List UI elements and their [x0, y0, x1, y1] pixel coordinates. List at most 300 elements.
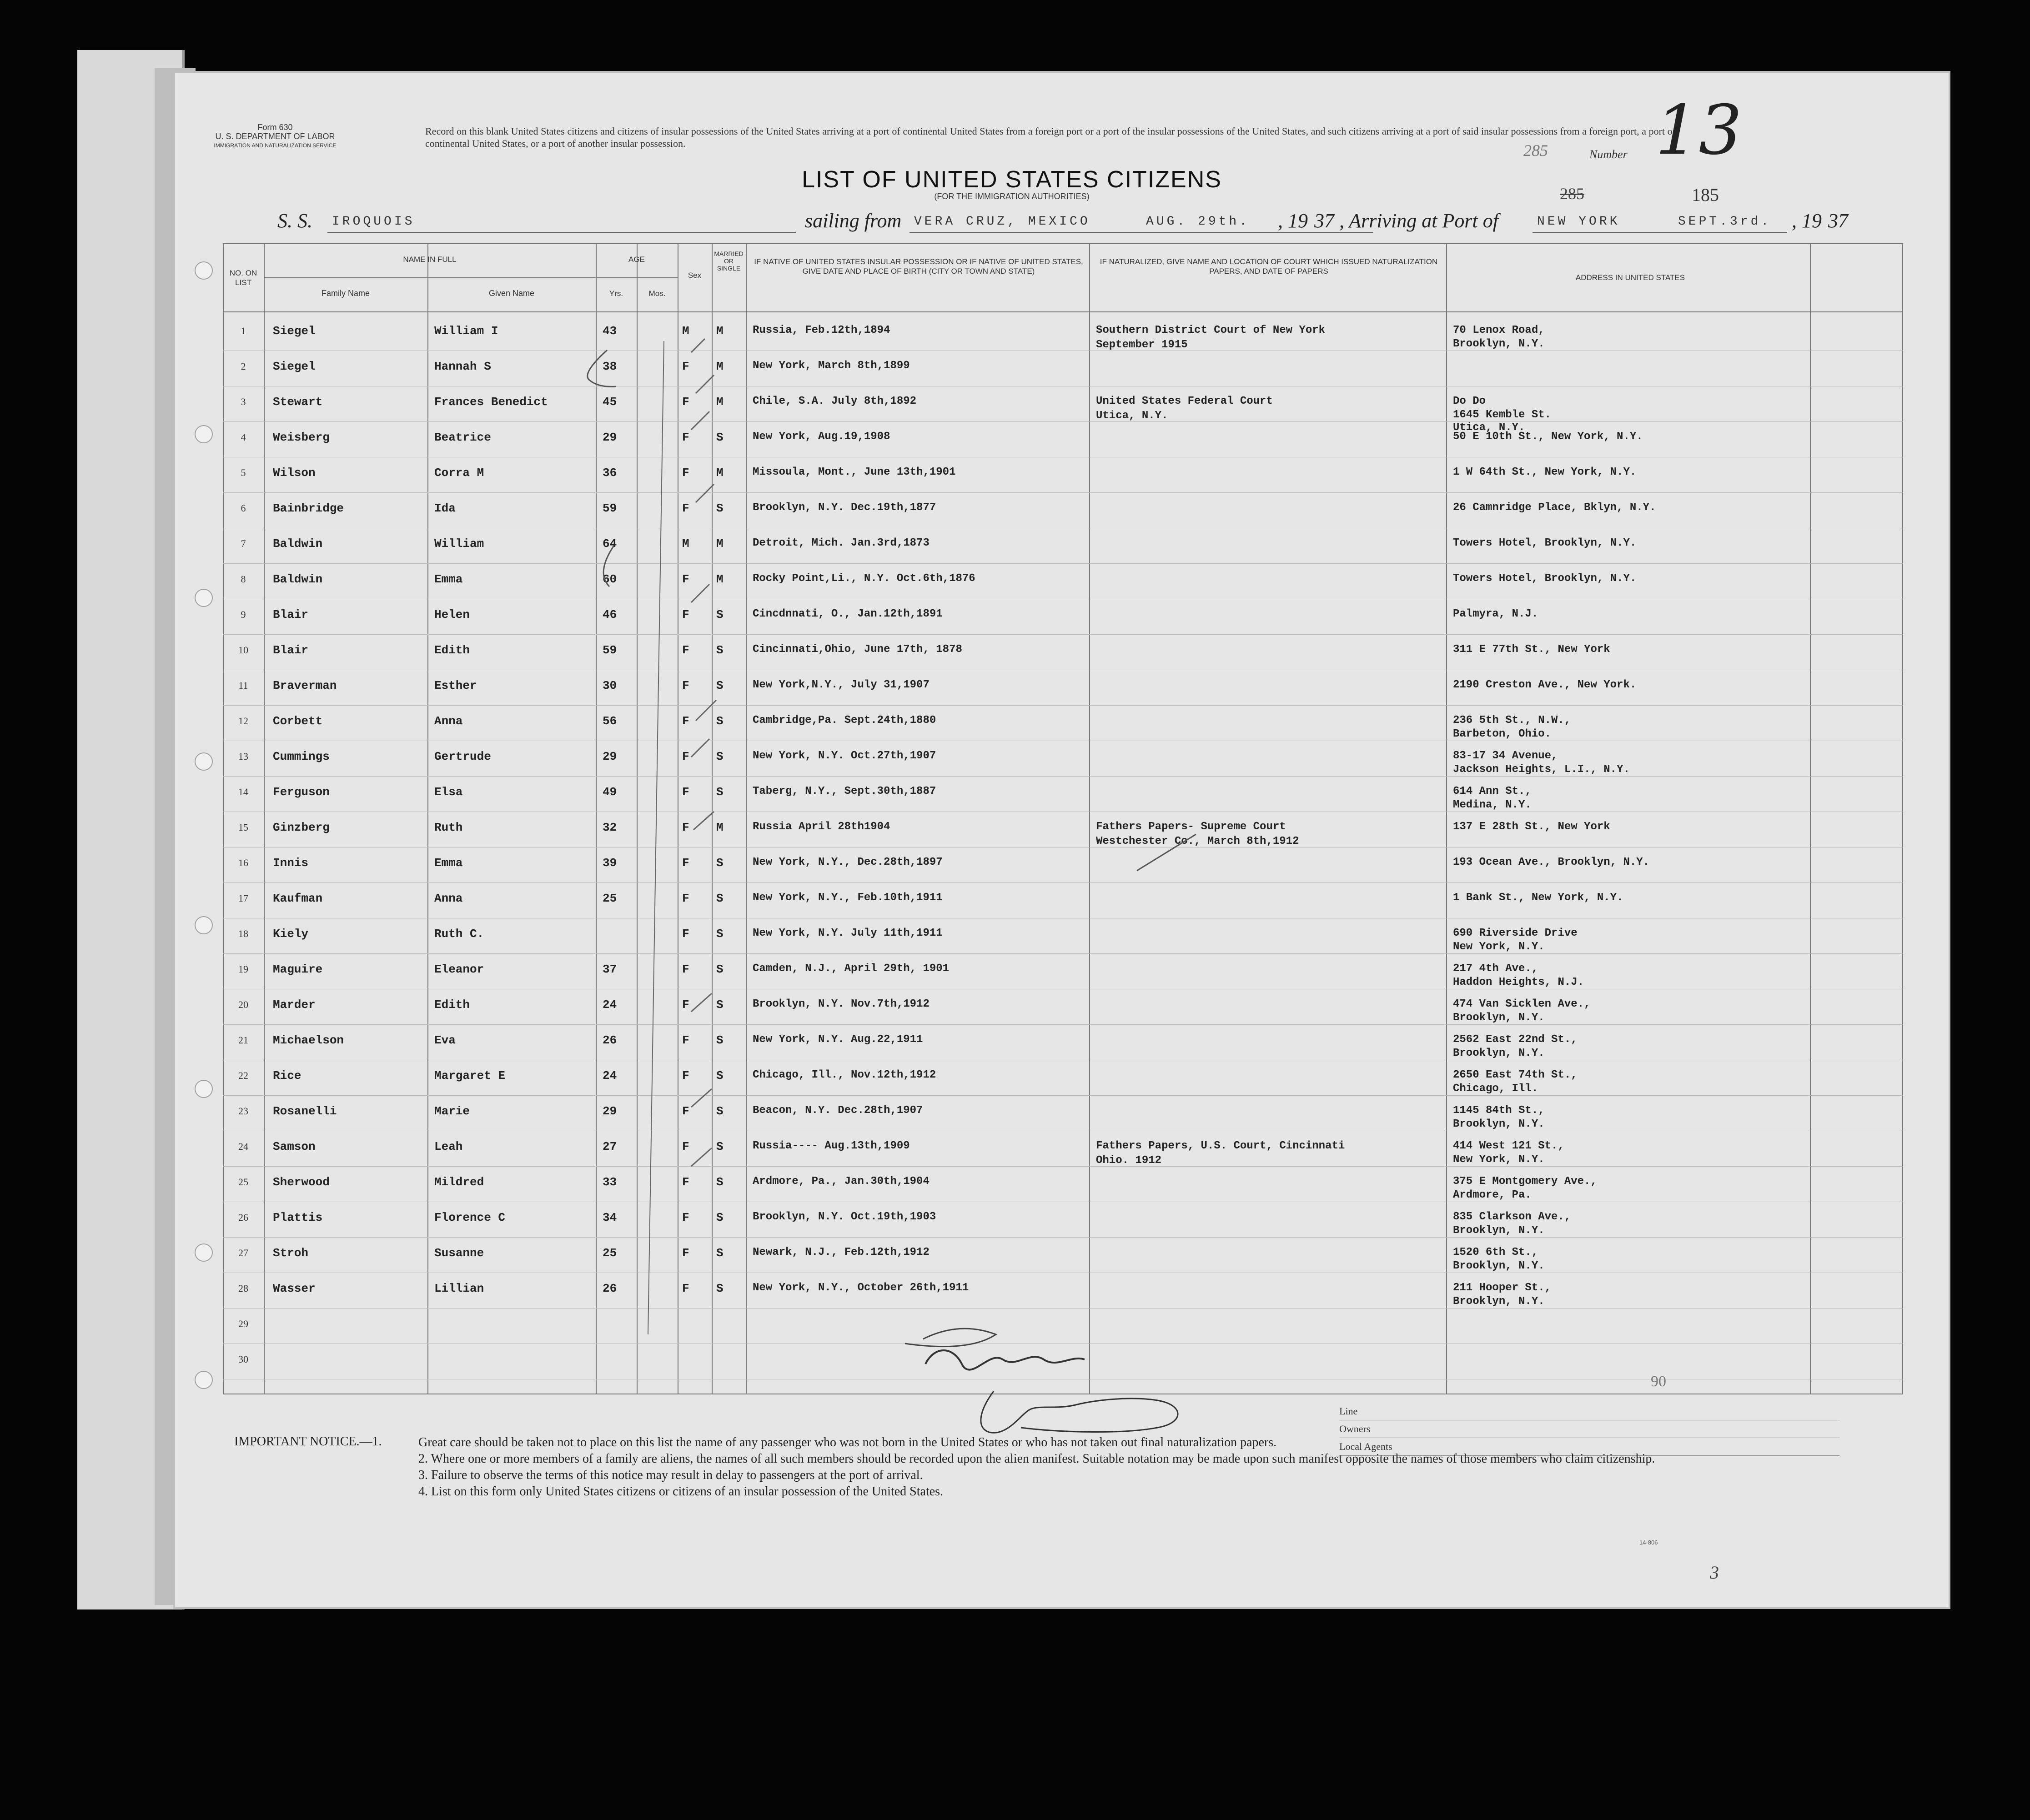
marital-status: S — [716, 927, 724, 941]
row-number: 30 — [238, 1354, 248, 1365]
address-line-1: 1520 6th St., — [1453, 1246, 1538, 1258]
family-name: Baldwin — [273, 537, 323, 551]
given-name: Ida — [434, 501, 456, 515]
given-name: Helen — [434, 608, 470, 622]
given-name: Emma — [434, 856, 463, 870]
arrival-year-suffix: 37 — [1828, 210, 1848, 232]
header-married-single: MARRIED OR SINGLE — [714, 250, 744, 272]
marital-status: S — [716, 714, 724, 728]
age-years: 32 — [603, 821, 617, 834]
marital-status: S — [716, 679, 724, 692]
address-line-1: 211 Hooper St., — [1453, 1282, 1552, 1294]
marital-status: S — [716, 963, 724, 976]
age-years: 64 — [603, 537, 617, 551]
birth-place-date: Newark, N.J., Feb.12th,1912 — [753, 1246, 930, 1258]
birth-place-date: Cincdnnati, O., Jan.12th,1891 — [753, 608, 943, 620]
address-line-1: 1 Bank St., New York, N.Y. — [1453, 892, 1623, 904]
punch-hole — [195, 1371, 213, 1389]
family-name: Ginzberg — [273, 821, 330, 834]
age-years: 34 — [603, 1211, 617, 1224]
given-name: Ruth C. — [434, 927, 484, 941]
family-name: Rosanelli — [273, 1104, 337, 1118]
marital-status: S — [716, 1033, 724, 1047]
department-line-2: IMMIGRATION AND NATURALIZATION SERVICE — [214, 142, 337, 149]
sex: M — [682, 537, 689, 551]
header-instructions: Record on this blank United States citizens and citizens of insular possessions of the United States arriving at a port of continental United States from a foreign port or a port of the insular possessions of the United States, and such citizens arriving at a port of said insular possessions from a foreign port, a port of continental United States, or a port of another insular possession. — [425, 125, 1676, 149]
birth-place-date: Brooklyn, N.Y. Dec.19th,1877 — [753, 501, 936, 514]
address-line-1: 2562 East 22nd St., — [1453, 1033, 1578, 1046]
from-port: VERA CRUZ, MEXICO — [914, 215, 1090, 229]
sex: F — [682, 572, 689, 586]
row-number: 16 — [238, 857, 248, 868]
family-name: Blair — [273, 643, 309, 657]
naturalization-detail: Westchester Co., March 8th,1912 — [1096, 835, 1299, 847]
given-name: Emma — [434, 572, 463, 586]
given-name: Florence C — [434, 1211, 506, 1224]
family-name: Blair — [273, 608, 309, 622]
sex: F — [682, 1104, 689, 1118]
family-name: Siegel — [273, 324, 316, 338]
address-line-2: Brooklyn, N.Y. — [1453, 1047, 1545, 1059]
manifest-sheet — [175, 73, 1949, 1607]
marital-status: S — [716, 998, 724, 1012]
birth-place-date: Brooklyn, N.Y. Nov.7th,1912 — [753, 998, 930, 1010]
row-number: 28 — [238, 1283, 248, 1294]
given-name: Eleanor — [434, 963, 484, 976]
row-number: 9 — [241, 609, 246, 620]
page-number: 185 — [1692, 185, 1719, 205]
stamp-90: 90 — [1651, 1373, 1666, 1390]
notice-heading: IMPORTANT NOTICE.—1. — [234, 1434, 382, 1449]
sex: F — [682, 395, 689, 409]
row-number: 7 — [241, 538, 246, 549]
marital-status: S — [716, 785, 724, 799]
address-line-1: 311 E 77th St., New York — [1453, 643, 1610, 656]
year-suffix: 37 — [1314, 210, 1334, 232]
row-number: 15 — [238, 822, 248, 833]
sex: F — [682, 431, 689, 444]
given-name: Susanne — [434, 1246, 484, 1260]
marital-status: M — [716, 324, 724, 338]
list-number: 13 — [1655, 91, 1742, 170]
age-years: 39 — [603, 856, 617, 870]
line-label: Line — [1339, 1403, 1839, 1420]
notice-2: 2. Where one or more members of a family are aliens, the names of all such members should be recorded upon the alien manifest. Suitable notation may be made upon such manifest opposite the names of those members who claim citizenship. — [418, 1452, 1655, 1466]
notice-4: 4. List on this form only United States citizens or citizens of an insular possession of the United States. — [418, 1484, 944, 1499]
address-line-2: Jackson Heights, L.I., N.Y. — [1453, 763, 1630, 776]
form-code: 14-806 — [1639, 1539, 1658, 1546]
row-number: 17 — [238, 892, 248, 904]
age-years: 60 — [603, 572, 617, 586]
age-years: 29 — [603, 750, 617, 763]
birth-place-date: Ardmore, Pa., Jan.30th,1904 — [753, 1175, 930, 1188]
sex: F — [682, 750, 689, 763]
punch-hole — [195, 916, 213, 934]
owners-label: Owners — [1339, 1420, 1839, 1438]
header-no-on-list: NO. ON LIST — [229, 269, 257, 287]
marital-status: M — [716, 572, 724, 586]
sex: F — [682, 1033, 689, 1047]
row-number: 13 — [238, 751, 248, 762]
number-label: Number — [1589, 148, 1628, 161]
address-line-2: Ardmore, Pa. — [1453, 1189, 1532, 1201]
row-number: 11 — [238, 680, 248, 691]
family-name: Michaelson — [273, 1033, 344, 1047]
birth-place-date: Russia---- Aug.13th,1909 — [753, 1140, 910, 1152]
sex: F — [682, 1211, 689, 1224]
given-name: Elsa — [434, 785, 463, 799]
age-years: 24 — [603, 1069, 617, 1083]
family-name: Marder — [273, 998, 316, 1012]
voyage-line — [277, 209, 1892, 236]
marital-status: M — [716, 360, 724, 373]
age-years: 24 — [603, 998, 617, 1012]
important-notice — [418, 1434, 1928, 1500]
address-line-2: Brooklyn, N.Y. — [1453, 338, 1545, 350]
age-years: 25 — [603, 1246, 617, 1260]
age-years: 37 — [603, 963, 617, 976]
marital-status: S — [716, 892, 724, 905]
family-name: Maguire — [273, 963, 323, 976]
address-line-1: 835 Clarkson Ave., — [1453, 1211, 1571, 1223]
row-number: 26 — [238, 1212, 248, 1223]
family-name: Stewart — [273, 395, 323, 409]
sex: F — [682, 785, 689, 799]
marital-status: S — [716, 1246, 724, 1260]
punch-hole — [195, 261, 213, 280]
local-agents-label: Local Agents — [1339, 1438, 1839, 1456]
header-birth: IF NATIVE OF UNITED STATES INSULAR POSSESSION OR IF NATIVE OF UNITED STATES, GIVE DATE AND PLACE OF BIRTH (CITY OR TOWN AND STATE) — [754, 257, 1083, 276]
given-name: Ruth — [434, 821, 463, 834]
marital-status: S — [716, 643, 724, 657]
age-years: 46 — [603, 608, 617, 622]
family-name: Weisberg — [273, 431, 330, 444]
naturalization-court: Fathers Papers, U.S. Court, Cincinnati — [1096, 1140, 1345, 1152]
sex: F — [682, 714, 689, 728]
marital-status: S — [716, 1140, 724, 1153]
page-subtitle: (FOR THE IMMIGRATION AUTHORITIES) — [934, 192, 1090, 201]
marital-status: M — [716, 537, 724, 551]
age-years: 59 — [603, 501, 617, 515]
marital-status: M — [716, 466, 724, 480]
birth-place-date: Cincinnati,Ohio, June 17th, 1878 — [753, 643, 962, 656]
given-name: Anna — [434, 892, 463, 905]
row-number: 24 — [238, 1141, 248, 1152]
given-name: Edith — [434, 643, 470, 657]
address-line-2: Brooklyn, N.Y. — [1453, 1118, 1545, 1130]
address-line-2: New York, N.Y. — [1453, 941, 1545, 953]
punch-hole — [195, 425, 213, 443]
address-line-1: 375 E Montgomery Ave., — [1453, 1175, 1597, 1188]
address-line-1: Do Do — [1453, 395, 1486, 407]
row-number: 19 — [238, 963, 248, 975]
marital-status: S — [716, 431, 724, 444]
family-name: Wasser — [273, 1282, 316, 1295]
family-name: Cummings — [273, 750, 330, 763]
notice-1: Great care should be taken not to place on this list the name of any passenger who was not born in the United States or who has not taken out final naturalization papers. — [418, 1435, 1277, 1449]
arrival-port: NEW YORK — [1537, 215, 1620, 229]
birth-place-date: New York, N.Y. Oct.27th,1907 — [753, 750, 936, 762]
row-number: 10 — [238, 644, 248, 656]
birth-place-date: New York, Aug.19,1908 — [753, 431, 890, 443]
family-name: Corbett — [273, 714, 323, 728]
given-name: Anna — [434, 714, 463, 728]
header-family-name: Family Name — [321, 289, 370, 298]
birth-place-date: Brooklyn, N.Y. Oct.19th,1903 — [753, 1211, 936, 1223]
row-number: 6 — [241, 502, 246, 514]
address-line-2: Brooklyn, N.Y. — [1453, 1012, 1545, 1024]
marital-status: S — [716, 1282, 724, 1295]
sex: F — [682, 1246, 689, 1260]
family-name: Braverman — [273, 679, 337, 692]
arrival-year-prefix: , 19 — [1792, 210, 1822, 232]
address-line-2: Haddon Heights, N.J. — [1453, 976, 1584, 988]
departure-date: AUG. 29th. — [1146, 215, 1250, 229]
sex: F — [682, 998, 689, 1012]
given-name: Hannah S — [434, 360, 491, 373]
marital-status: S — [716, 1069, 724, 1083]
marital-status: S — [716, 501, 724, 515]
naturalization-detail: September 1915 — [1096, 339, 1188, 351]
row-number: 29 — [238, 1318, 248, 1329]
age-years: 56 — [603, 714, 617, 728]
birth-place-date: Taberg, N.Y., Sept.30th,1887 — [753, 785, 936, 797]
row-number: 12 — [238, 715, 248, 727]
address-line-2: Medina, N.Y. — [1453, 799, 1532, 811]
header-name-in-full: NAME IN FULL — [403, 255, 457, 264]
row-number: 27 — [238, 1247, 248, 1258]
arrival-date: SEPT.3rd. — [1678, 215, 1772, 229]
manifest-table — [223, 243, 1903, 1394]
address-line-2: 1645 Kemble St. — [1453, 409, 1552, 421]
marital-status: S — [716, 608, 724, 622]
sex: F — [682, 856, 689, 870]
birth-place-date: New York, N.Y., Feb.10th,1911 — [753, 892, 943, 904]
address-line-3: Utica, N.Y. — [1453, 421, 1525, 434]
header-years: Yrs. — [609, 289, 623, 298]
address-line-1: 690 Riverside Drive — [1453, 927, 1578, 939]
family-name: Bainbridge — [273, 501, 344, 515]
row-number: 22 — [238, 1070, 248, 1081]
given-name: William I — [434, 324, 498, 338]
inspector-signature — [898, 1337, 1285, 1446]
given-name: Leah — [434, 1140, 463, 1153]
address-line-1: 2190 Creston Ave., New York. — [1453, 679, 1637, 691]
family-name: Siegel — [273, 360, 316, 373]
sex: F — [682, 963, 689, 976]
row-number: 25 — [238, 1176, 248, 1188]
row-number: 21 — [238, 1034, 248, 1046]
family-name: Samson — [273, 1140, 316, 1153]
address-line-1: 217 4th Ave., — [1453, 963, 1538, 975]
age-years: 59 — [603, 643, 617, 657]
address-line-2: Brooklyn, N.Y. — [1453, 1224, 1545, 1237]
age-years: 26 — [603, 1282, 617, 1295]
address-line-1: 137 E 28th St., New York — [1453, 821, 1610, 833]
age-years: 27 — [603, 1140, 617, 1153]
sex: F — [682, 360, 689, 373]
address-line-1: 2650 East 74th St., — [1453, 1069, 1578, 1081]
sex: M — [682, 324, 689, 338]
row-number: 8 — [241, 573, 246, 585]
family-name: Ferguson — [273, 785, 330, 799]
age-years: 49 — [603, 785, 617, 799]
sex: F — [682, 466, 689, 480]
address-line-2: Chicago, Ill. — [1453, 1083, 1538, 1095]
address-line-2: Brooklyn, N.Y. — [1453, 1260, 1545, 1272]
naturalization-court: United States Federal Court — [1096, 395, 1273, 407]
birth-place-date: Russia, Feb.12th,1894 — [753, 324, 890, 336]
header-months: Mos. — [648, 289, 666, 298]
sex: F — [682, 1140, 689, 1153]
corner-mark: 3 — [1710, 1562, 1719, 1583]
row-number: 4 — [241, 431, 246, 443]
row-number: 2 — [241, 361, 246, 372]
row-number: 18 — [238, 928, 248, 939]
address-line-1: 1 W 64th St., New York, N.Y. — [1453, 466, 1637, 478]
sex: F — [682, 821, 689, 834]
birth-place-date: Missoula, Mont., June 13th,1901 — [753, 466, 956, 478]
birth-place-date: New York,N.Y., July 31,1907 — [753, 679, 930, 691]
punch-hole — [195, 589, 213, 607]
birth-place-date: New York, N.Y., October 26th,1911 — [753, 1282, 969, 1294]
row-number: 3 — [241, 396, 246, 407]
birth-place-date: Chicago, Ill., Nov.12th,1912 — [753, 1069, 936, 1081]
family-name: Stroh — [273, 1246, 309, 1260]
address-line-1: 414 West 121 St., — [1453, 1140, 1564, 1152]
pencil-annotation: 285 — [1523, 141, 1548, 160]
sailing-label: sailing from — [805, 210, 902, 232]
address-line-1: 26 Camnridge Place, Bklyn, N.Y. — [1453, 501, 1656, 514]
naturalization-court: Fathers Papers- Supreme Court — [1096, 821, 1286, 833]
address-line-1: 614 Ann St., — [1453, 785, 1532, 797]
given-name: Margaret E — [434, 1069, 506, 1083]
sex: F — [682, 1282, 689, 1295]
age-years: 25 — [603, 892, 617, 905]
naturalization-court: Southern District Court of New York — [1096, 324, 1326, 336]
sex: F — [682, 643, 689, 657]
header-age: AGE — [628, 255, 645, 264]
given-name: Eva — [434, 1033, 456, 1047]
birth-place-date: Chile, S.A. July 8th,1892 — [753, 395, 917, 407]
family-name: Baldwin — [273, 572, 323, 586]
header-address: ADDRESS IN UNITED STATES — [1575, 273, 1685, 282]
birth-place-date: Camden, N.J., April 29th, 1901 — [753, 963, 950, 975]
address-line-1: 83-17 34 Avenue, — [1453, 750, 1558, 762]
age-years: 38 — [603, 360, 617, 373]
age-years: 33 — [603, 1175, 617, 1189]
struck-page-number: 285 — [1560, 185, 1584, 203]
birth-place-date: New York, N.Y., Dec.28th,1897 — [753, 856, 943, 868]
age-years: 29 — [603, 1104, 617, 1118]
given-name: Lillian — [434, 1282, 484, 1295]
address-line-1: 50 E 10th St., New York, N.Y. — [1453, 431, 1643, 443]
age-years: 45 — [603, 395, 617, 409]
address-line-1: Towers Hotel, Brooklyn, N.Y. — [1453, 537, 1637, 549]
given-name: Corra M — [434, 466, 484, 480]
address-line-1: 474 Van Sicklen Ave., — [1453, 998, 1591, 1010]
marital-status: S — [716, 750, 724, 763]
handwritten-marks — [223, 243, 1903, 1394]
marital-status: M — [716, 395, 724, 409]
birth-place-date: New York, N.Y. July 11th,1911 — [753, 927, 943, 939]
notice-3: 3. Failure to observe the terms of this notice may result in delay to passengers at the port of arrival. — [418, 1468, 923, 1482]
row-number: 1 — [241, 325, 246, 336]
address-line-1: 193 Ocean Ave., Brooklyn, N.Y. — [1453, 856, 1650, 868]
marital-status: S — [716, 1104, 724, 1118]
sex: F — [682, 892, 689, 905]
address-line-2: Barbeton, Ohio. — [1453, 728, 1552, 740]
family-name: Kiely — [273, 927, 309, 941]
punch-hole — [195, 752, 213, 771]
address-line-1: Palmyra, N.J. — [1453, 608, 1538, 620]
header-sex: Sex — [688, 271, 702, 280]
sex: F — [682, 608, 689, 622]
marital-status: M — [716, 821, 724, 834]
given-name: William — [434, 537, 484, 551]
marital-status: S — [716, 856, 724, 870]
given-name: Frances Benedict — [434, 395, 548, 409]
punch-hole — [195, 1243, 213, 1262]
row-number: 20 — [238, 999, 248, 1010]
address-line-1: Towers Hotel, Brooklyn, N.Y. — [1453, 572, 1637, 585]
marital-status: S — [716, 1175, 724, 1189]
header-naturalized: IF NATURALIZED, GIVE NAME AND LOCATION OF COURT WHICH ISSUED NATURALIZATION PAPERS, AND DATE OF PAPERS — [1100, 257, 1438, 276]
birth-place-date: Beacon, N.Y. Dec.28th,1907 — [753, 1104, 923, 1117]
ship-name: IROQUOIS — [332, 215, 415, 229]
birth-place-date: Russia April 28th1904 — [753, 821, 890, 833]
row-number: 23 — [238, 1105, 248, 1117]
family-name: Rice — [273, 1069, 301, 1083]
sex: F — [682, 679, 689, 692]
address-line-1: 70 Lenox Road, — [1453, 324, 1545, 336]
age-years: 29 — [603, 431, 617, 444]
family-name: Plattis — [273, 1211, 323, 1224]
sex: F — [682, 501, 689, 515]
birth-place-date: Cambridge,Pa. Sept.24th,1880 — [753, 714, 936, 727]
age-years: 43 — [603, 324, 617, 338]
age-years: 30 — [603, 679, 617, 692]
given-name: Marie — [434, 1104, 470, 1118]
age-years: 36 — [603, 466, 617, 480]
department-line-1: U. S. DEPARTMENT OF LABOR — [215, 132, 335, 141]
given-name: Mildred — [434, 1175, 484, 1189]
ss-label: S. S. — [277, 210, 312, 232]
row-number: 5 — [241, 467, 246, 478]
form-identifier — [207, 123, 343, 150]
family-name: Sherwood — [273, 1175, 330, 1189]
given-name: Esther — [434, 679, 477, 692]
address-line-2: Brooklyn, N.Y. — [1453, 1295, 1545, 1308]
arriving-label: , Arriving at Port of — [1339, 210, 1498, 232]
birth-place-date: New York, N.Y. Aug.22,1911 — [753, 1033, 923, 1046]
birth-place-date: Detroit, Mich. Jan.3rd,1873 — [753, 537, 930, 549]
marital-status: S — [716, 1211, 724, 1224]
address-line-2: New York, N.Y. — [1453, 1153, 1545, 1166]
punch-hole — [195, 1080, 213, 1098]
year-prefix: , 19 — [1278, 210, 1308, 232]
header-given-name: Given Name — [488, 289, 535, 298]
sex: F — [682, 1069, 689, 1083]
address-line-1: 1145 84th St., — [1453, 1104, 1545, 1117]
page-title: LIST OF UNITED STATES CITIZENS — [802, 166, 1222, 193]
family-name: Kaufman — [273, 892, 323, 905]
form-number: Form 630 — [257, 123, 293, 132]
given-name: Beatrice — [434, 431, 491, 444]
sex: F — [682, 927, 689, 941]
row-number: 14 — [238, 786, 248, 797]
family-name: Wilson — [273, 466, 316, 480]
